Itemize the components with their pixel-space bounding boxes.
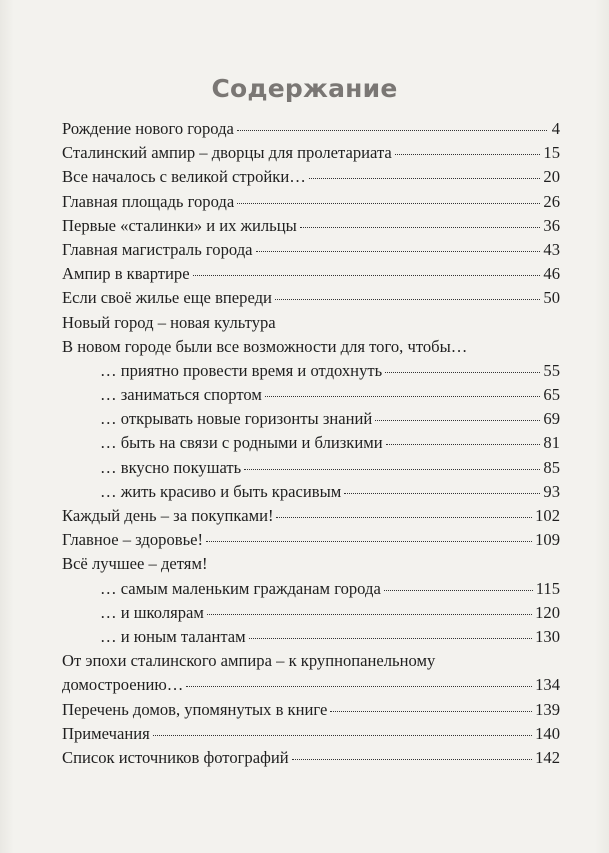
dot-leader xyxy=(186,686,532,687)
toc-entry-label: Новый город – новая культура xyxy=(62,312,276,332)
toc-entry-page-number: 130 xyxy=(535,626,560,646)
dot-leader xyxy=(249,638,532,639)
dot-leader xyxy=(237,203,540,204)
page-title: Содержание xyxy=(211,74,398,103)
toc-entry-label: Ампир в квартире xyxy=(62,264,190,284)
toc-entry xyxy=(62,335,560,359)
toc-entry-label: Каждый день – за покупками! xyxy=(62,506,274,525)
toc-entry-label: … самым маленьким гражданам города xyxy=(100,578,381,598)
toc-entry-page-number: 85 xyxy=(543,457,560,477)
toc-entry-label: домостроению… xyxy=(62,675,184,695)
dot-leader xyxy=(344,493,540,494)
toc-entry-label: Главная площадь города xyxy=(62,191,235,211)
toc-entry xyxy=(62,431,560,455)
dot-leader xyxy=(244,469,540,470)
toc-entry-page-number: 65 xyxy=(543,385,560,405)
toc-entry-page-number: 15 xyxy=(543,143,560,163)
dot-leader xyxy=(395,154,541,155)
toc-entry-page-number: 55 xyxy=(543,360,560,380)
toc-entry xyxy=(62,117,560,141)
toc-entry xyxy=(62,649,560,673)
toc-entry-label: Все началось с великой стройки… xyxy=(62,167,306,187)
toc-entry xyxy=(62,698,560,722)
toc-entry-label: … и школярам xyxy=(100,602,204,622)
toc-entry-label: Всё лучшее – детям! xyxy=(62,554,208,574)
toc-entry xyxy=(62,359,560,383)
toc-entry xyxy=(62,577,560,601)
toc-entry-label: … открывать новые горизонты знаний xyxy=(100,409,373,429)
toc-entry-page-number: 81 xyxy=(543,433,560,453)
dot-leader xyxy=(292,759,533,760)
toc-entry-label: Перечень домов, упомянутых в книге xyxy=(62,699,328,719)
toc-entry-page-number: 120 xyxy=(535,602,560,622)
toc-entry-label: Список источников фотографий xyxy=(62,747,289,767)
toc-entry-label: Первые «сталинки» и их жильцы xyxy=(62,215,297,235)
toc-entry xyxy=(62,625,560,649)
toc-entry xyxy=(62,165,560,189)
dot-leader xyxy=(375,420,540,421)
toc-entry xyxy=(62,286,560,310)
toc-entry-label: … приятно провести время и отдохнуть xyxy=(100,360,383,380)
toc-entry-page-number: 50 xyxy=(543,288,560,308)
toc-entry-label: … вкусно покушать xyxy=(100,457,242,477)
toc-entry-page-number: 4 xyxy=(551,119,560,138)
dot-leader xyxy=(256,251,541,252)
toc-entry-label: Если своё жилье еще впереди xyxy=(62,288,272,308)
toc-entry xyxy=(62,504,560,528)
table-of-contents xyxy=(62,117,560,770)
toc-entry xyxy=(62,141,560,165)
dot-leader xyxy=(386,444,541,445)
dot-leader xyxy=(276,517,532,518)
toc-entry xyxy=(62,214,560,238)
toc-entry-label: Рождение нового города xyxy=(62,119,234,138)
toc-entry-label: Примечания xyxy=(62,723,150,743)
toc-entry xyxy=(62,746,560,770)
toc-entry xyxy=(62,238,560,262)
dot-leader xyxy=(384,590,533,591)
toc-entry-page-number: 43 xyxy=(543,239,560,259)
toc-entry xyxy=(62,480,560,504)
toc-entry-page-number: 134 xyxy=(535,675,560,695)
dot-leader xyxy=(207,614,532,615)
toc-entry-page-number: 140 xyxy=(535,723,560,743)
toc-entry xyxy=(62,190,560,214)
dot-leader xyxy=(206,541,532,542)
toc-entry xyxy=(62,673,560,697)
toc-entry-label: Главное – здоровье! xyxy=(62,530,204,550)
toc-entry-page-number: 109 xyxy=(535,530,560,550)
dot-leader xyxy=(275,299,540,300)
toc-entry-page-number: 20 xyxy=(543,167,560,187)
toc-entry-label: В новом городе были все возможности для того, чтобы… xyxy=(62,336,468,356)
toc-entry xyxy=(62,601,560,625)
toc-entry-label: … быть на связи с родными и близкими xyxy=(100,433,383,453)
toc-entry-page-number: 93 xyxy=(543,481,560,501)
toc-entry-page-number: 36 xyxy=(543,215,560,235)
toc-entry-label: … и юным талантам xyxy=(100,626,246,646)
dot-leader xyxy=(153,735,532,736)
toc-entry-label: … жить красиво и быть красивым xyxy=(100,481,342,501)
toc-entry-page-number: 102 xyxy=(535,506,560,525)
toc-entry-page-number: 46 xyxy=(543,264,560,284)
dot-leader xyxy=(300,227,541,228)
toc-entry-page-number: 142 xyxy=(535,747,560,767)
toc-entry-label: Главная магистраль города xyxy=(62,239,253,259)
toc-entry-label: … заниматься спортом xyxy=(100,385,262,405)
toc-entry-page-number: 26 xyxy=(543,191,560,211)
toc-entry xyxy=(62,722,560,746)
dot-leader xyxy=(309,178,541,179)
toc-entry xyxy=(62,262,560,286)
toc-entry xyxy=(62,528,560,552)
toc-entry xyxy=(62,407,560,431)
toc-entry-page-number: 69 xyxy=(543,409,560,429)
dot-leader xyxy=(265,396,541,397)
toc-entry xyxy=(62,311,560,335)
toc-entry xyxy=(62,456,560,480)
toc-entry xyxy=(62,552,560,576)
toc-entry-page-number: 139 xyxy=(535,699,560,719)
dot-leader xyxy=(237,130,547,131)
dot-leader xyxy=(330,711,532,712)
dot-leader xyxy=(385,372,540,373)
toc-entry-label: От эпохи сталинского ампира – к крупнопанельному xyxy=(62,651,436,671)
dot-leader xyxy=(193,275,541,276)
toc-entry-label: Сталинский ампир – дворцы для пролетариата xyxy=(62,143,392,163)
toc-entry xyxy=(62,383,560,407)
toc-entry-page-number: 115 xyxy=(535,578,560,598)
